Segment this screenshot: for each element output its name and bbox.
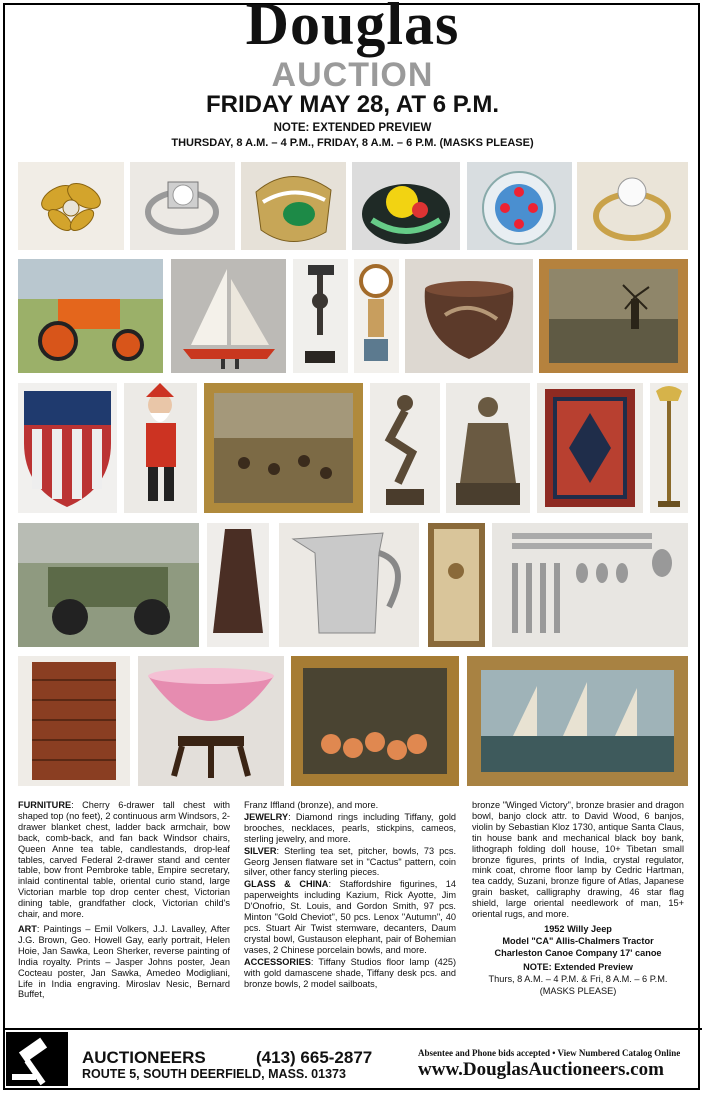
photo-emerald-ring <box>241 162 346 250</box>
accessories-label: ACCESSORIES <box>244 956 311 967</box>
photo-oriental-rug <box>537 383 643 513</box>
text-column-2 <box>244 800 456 990</box>
text-column-3 <box>472 800 684 997</box>
auction-date: FRIDAY MAY 28, AT 6 P.M. <box>205 91 499 118</box>
photo-scroll-painting <box>428 523 485 647</box>
preview-note-hours: THURSDAY, 8 A.M. – 4 P.M., FRIDAY, 8 A.M. – 6 P.M. (MASKS PLEASE) <box>171 137 534 149</box>
photo-figural-lamp <box>293 259 348 373</box>
footer-divider <box>3 1028 702 1030</box>
photo-tall-chest <box>18 656 130 786</box>
highlight-jeep: 1952 Willy Jeep <box>544 923 612 934</box>
jewelry-text: : Diamond rings including Tiffany, gold brooches, necklaces, pearls, stickpins, cameos, sterling jewelry, and more. <box>244 811 456 844</box>
silver-text: : Sterling tea set, pitcher, bowls, 73 pcs. Georg Jensen flatware set in "Cactus" pattern, coin silver, other fancy sterling pieces. <box>244 845 456 878</box>
furniture-label: FURNITURE <box>18 800 72 810</box>
text-column-1 <box>18 800 230 1001</box>
absentee-note: Absentee and Phone bids accepted • View Numbered Catalog Online <box>418 1048 681 1058</box>
photo-flatware-set <box>492 523 688 647</box>
furniture-text: : Cherry 6-drawer tall chest with shaped top (no feet), 2 continuous arm Windsors, 2-drawer blanket chest, ladder back armchair, bow back, comb-back, and fan back Windsor chairs, Queen Anne tea table, candlestands, drop-leaf tables, carved Federal 2-drawer stand and center table, bow front Pembroke table, Empire secretary, inlaid continental table, oriental curio stand, large Victorian marble top drop center chest, Victorian dining table, grandfather clock, Victorian child's chair, and more. <box>18 800 230 920</box>
photo-mink-coat <box>207 523 269 647</box>
photo-santa-claus <box>124 383 197 513</box>
photo-paperweight-clear <box>467 162 572 250</box>
photo-dancing-figure <box>370 383 440 513</box>
glass-text: : Staffordshire figurines, 14 paperweights including Kazium, Rick Ayotte, Jim D'Onofrio, St. Louis, and Gordon Smith, 97 pcs. Minton "Gold Cheviot", 50 pcs. Lenox "Autumn", 40 pcs. Stuart Air Twist stemware, decanters, Daum crystal bowl, Gustauson elephant, pair of Bohemian vases, 2 Chinese porcelain bowls, and more. <box>244 879 456 955</box>
photo-peaches-painting <box>291 656 459 786</box>
art-text: : Paintings – Emil Volkers, J.J. Lavalley, After J.G. Brown, Geo. Howell Gay, early portrait, Helen Hoie, Jan Sawka, Leon Sherker, reverse painting of India royalty. Prints – Jasper Johns poster, Jean Cocteau poster, Jan Sawka, Amedeo Modigliani, Life in India engraving. Miroslav Nesic, Bernard Buffet, <box>18 923 230 1000</box>
preview-note-title: NOTE: EXTENDED PREVIEW <box>273 122 432 134</box>
auction-title: AUCTION <box>271 56 434 94</box>
photo-floor-lamp <box>650 383 688 513</box>
col2-top-text: Franz Iffland (bronze), and more. <box>244 800 379 810</box>
highlight-canoe: Charleston Canoe Company 17' canoe <box>494 947 662 958</box>
website-link[interactable]: www.DouglasAuctioneers.com <box>418 1059 664 1080</box>
photo-ships-painting <box>467 656 688 786</box>
col3-text: bronze "Winged Victory", bronze brasier and dragon bowl, banjo clock attr. to David Wood, 6 banjos, violin by Sebastian Kloz 1730, antique Santa Claus, tin house bank and mechanical black boy bank, lithograph folding doll house, 10+ Tibetan small bronze figures, prints of India, crystal regulator, mink coat, chrome floor lamp by Cedric Hartman, tea caddy, Suzani, bronze figure of Atlas, Japanese grain basket, calligraphy drawing, 46 star flag shield, large oriental needlework of man, 15+ oriental rugs, and more. <box>472 800 684 920</box>
photo-flag-shield <box>18 383 117 513</box>
masks-note: (MASKS PLEASE) <box>539 985 617 996</box>
gavel-logo-icon <box>6 1032 68 1086</box>
art-label: ART <box>18 923 37 934</box>
photo-silver-pitcher <box>279 523 419 647</box>
photo-solitaire-ring <box>577 162 688 250</box>
address: ROUTE 5, SOUTH DEERFIELD, MASS. 01373 <box>82 1067 346 1081</box>
photo-windmill-painting <box>539 259 688 373</box>
photo-banjo-clock <box>354 259 399 373</box>
accessories-text: : Tiffany Studios floor lamp (425) with gold damascene shade, Tiffany desk pcs. and bronze bowls, 2 model sailboats, <box>244 956 456 989</box>
glass-label: GLASS & CHINA <box>244 879 329 890</box>
photo-bow-brooch <box>18 162 124 250</box>
photo-tractor <box>18 259 163 373</box>
preview-title: NOTE: Extended Preview <box>523 961 633 972</box>
photo-seated-figure <box>446 383 530 513</box>
preview-hours: Thurs, 8 A.M. – 4 P.M. & Fri, 8 A.M. – 6 P.M. <box>488 973 668 984</box>
silver-label: SILVER <box>244 845 277 856</box>
photo-diamond-ring <box>130 162 235 250</box>
highlight-tractor: Model "CA" Allis-Chalmers Tractor <box>502 935 654 946</box>
phone-number: (413) 665-2877 <box>256 1048 373 1067</box>
catalog-text <box>18 800 688 1022</box>
photo-bronze-jardiniere <box>405 259 533 373</box>
photo-battle-painting <box>204 383 363 513</box>
photo-paperweight-yellow <box>352 162 460 250</box>
photo-willys-jeep <box>18 523 199 647</box>
photo-sailboat-model <box>171 259 286 373</box>
photo-pink-bowl <box>138 656 284 786</box>
jewelry-label: JEWELRY <box>244 811 289 822</box>
auctioneers-label: AUCTIONEERS <box>82 1048 206 1067</box>
brand-title: Douglas <box>245 0 460 57</box>
